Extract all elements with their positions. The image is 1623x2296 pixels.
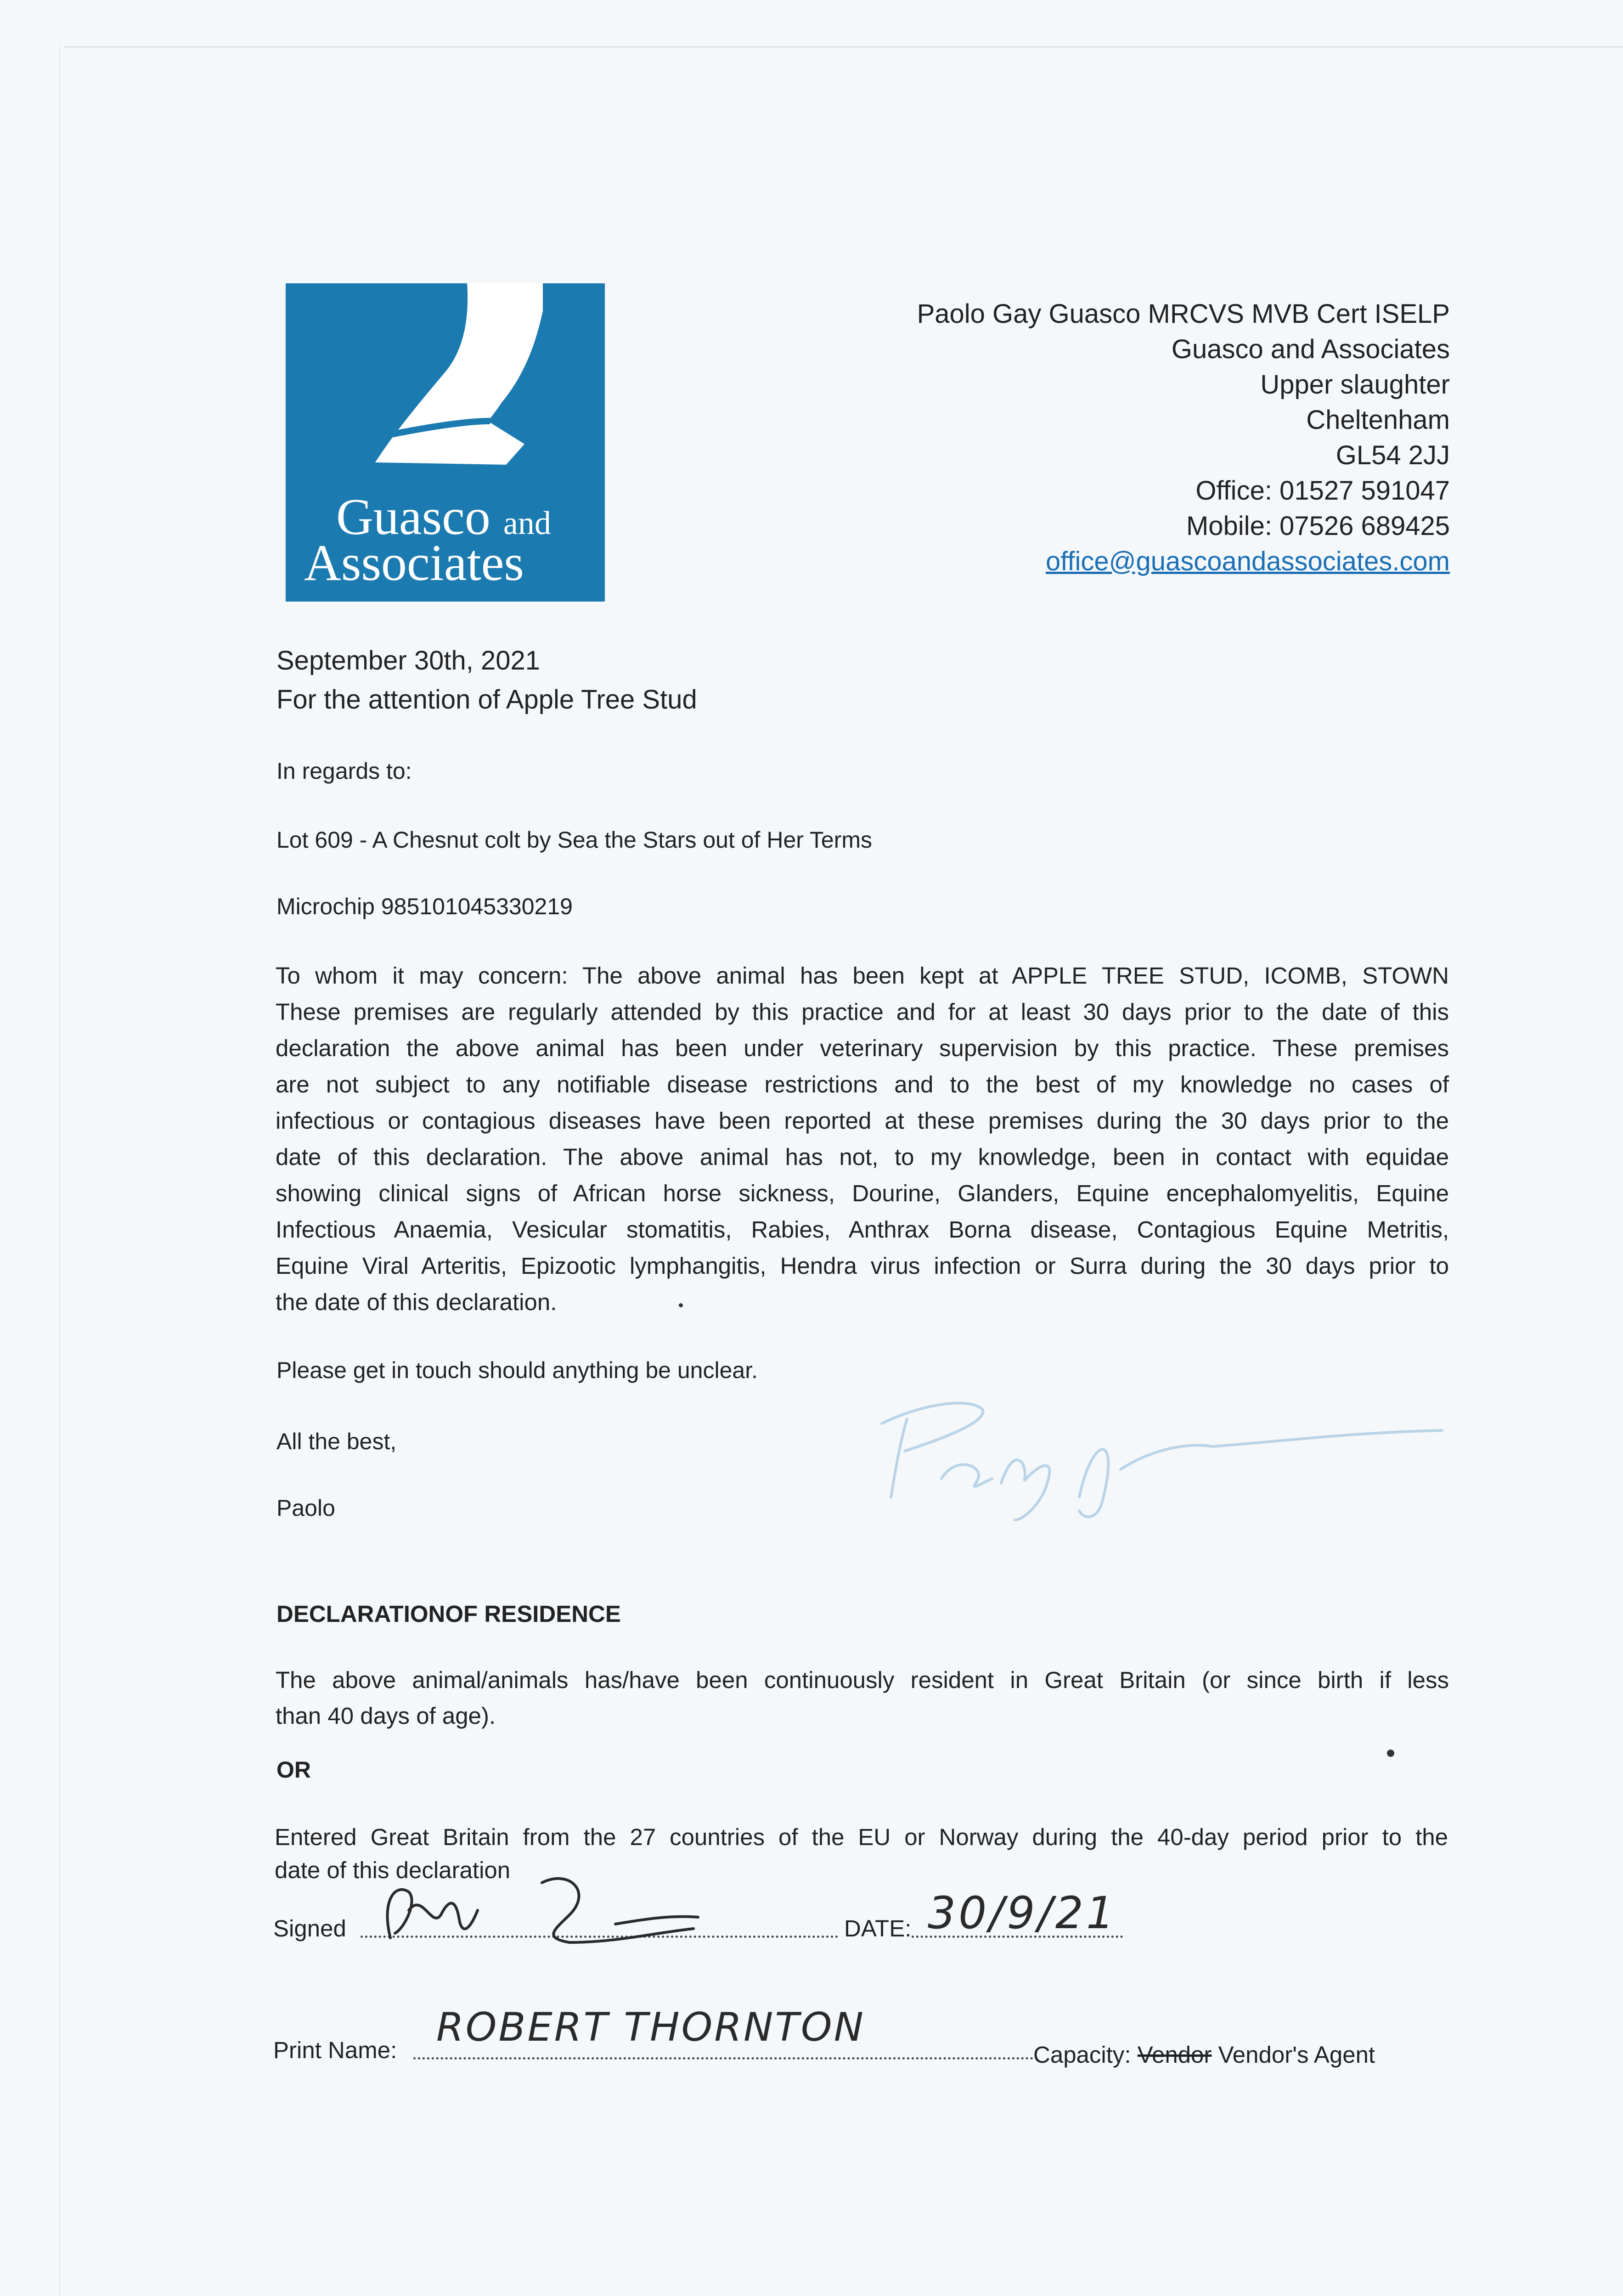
scan-speck <box>679 1303 683 1307</box>
body-line: date of this declaration. The above animal has not, to my knowledge, been in contact with equidae <box>276 1144 1449 1170</box>
body-line: To whom it may concern: The above animal has been kept at APPLE TREE STUD, ICOMB, STOWN <box>276 962 1449 989</box>
letter-attention: For the attention of Apple Tree Stud <box>276 685 697 715</box>
signed-label: Signed <box>273 1915 346 1941</box>
sender-postcode: GL54 2JJ <box>1336 440 1450 470</box>
body-line: Equine Viral Arteritis, Epizootic lymphangitis, Hendra virus infection or Surra during the 30 days prior to <box>276 1253 1449 1279</box>
body-line: are not subject to any notifiable disease restrictions and to the best of my knowledge no cases of <box>276 1071 1449 1097</box>
declarant-signature <box>377 1864 744 1952</box>
page-top-edge <box>64 46 1623 48</box>
declaration-line: date of this declaration <box>275 1857 511 1883</box>
capacity-struck-value: Vendor <box>1137 2042 1212 2068</box>
page-left-edge <box>59 46 60 2296</box>
vet-signature <box>863 1387 1460 1525</box>
body-line: declaration the above animal has been under veterinary supervision by this practice. These premises <box>276 1035 1449 1061</box>
logo-name-line1: Guasco and <box>336 489 551 546</box>
declaration-or: OR <box>276 1757 311 1783</box>
handwritten-print-name: ROBERT THORNTON <box>436 2004 865 2050</box>
declaration-line: The above animal/animals has/have been continuously resident in Great Britain (or since birth if less <box>276 1667 1449 1693</box>
logo-name-line2: Associates <box>304 535 524 591</box>
sender-mobile-phone: Mobile: 07526 689425 <box>1186 511 1450 541</box>
letter-sign-off: All the best, <box>276 1429 397 1454</box>
print-name-label: Print Name: <box>273 2037 397 2063</box>
scan-speck <box>1387 1750 1394 1757</box>
capacity-field <box>1033 2041 1375 2068</box>
print-name-line <box>413 2057 1033 2060</box>
sender-address <box>917 296 1450 579</box>
letter-microchip: Microchip 985101045330219 <box>276 894 573 919</box>
sender-name: Paolo Gay Guasco MRCVS MVB Cert ISELP <box>917 299 1450 329</box>
letter-lot: Lot 609 - A Chesnut colt by Sea the Stars out of Her Terms <box>276 827 872 853</box>
declaration-residence-text <box>276 1662 1449 1734</box>
handwritten-date: 30/9/21 <box>928 1887 1117 1939</box>
sender-office-phone: Office: 01527 591047 <box>1195 476 1450 506</box>
letter-closing-note: Please get in touch should anything be unclear. <box>276 1357 758 1383</box>
body-line: infectious or contagious diseases have been reported at these premises during the 30 days prior to the <box>276 1108 1449 1134</box>
body-line: Infectious Anaemia, Vesicular stomatitis, Rabies, Anthrax Borna disease, Contagious Equine Metritis, <box>276 1216 1449 1243</box>
letter-regards: In regards to: <box>276 758 412 784</box>
letter-date: September 30th, 2021 <box>276 646 540 675</box>
letter-signer: Paolo <box>276 1495 335 1521</box>
sender-email-link[interactable]: office@guascoandassociates.com <box>1046 546 1450 576</box>
declaration-heading: DECLARATIONOF RESIDENCE <box>276 1601 621 1627</box>
body-line: the date of this declaration. <box>276 1289 557 1315</box>
body-line: These premises are regularly attended by this practice and for at least 30 days prior to the date of this <box>276 999 1449 1025</box>
letter-body <box>276 957 1449 1320</box>
sender-address-line2: Cheltenham <box>1306 405 1450 435</box>
capacity-value: Vendor's Agent <box>1218 2042 1375 2068</box>
practice-logo <box>286 283 605 602</box>
declaration-line: than 40 days of age). <box>276 1703 496 1729</box>
capacity-label: Capacity: <box>1033 2042 1131 2068</box>
sender-practice: Guasco and Associates <box>1171 334 1450 364</box>
sender-address-line1: Upper slaughter <box>1260 370 1450 400</box>
declaration-line: Entered Great Britain from the 27 countries of the EU or Norway during the 40-day period prior to the <box>275 1824 1448 1850</box>
date-label: DATE: <box>844 1915 912 1941</box>
body-line: showing clinical signs of African horse sickness, Dourine, Glanders, Equine encephalomyelitis, Equine <box>276 1180 1449 1206</box>
